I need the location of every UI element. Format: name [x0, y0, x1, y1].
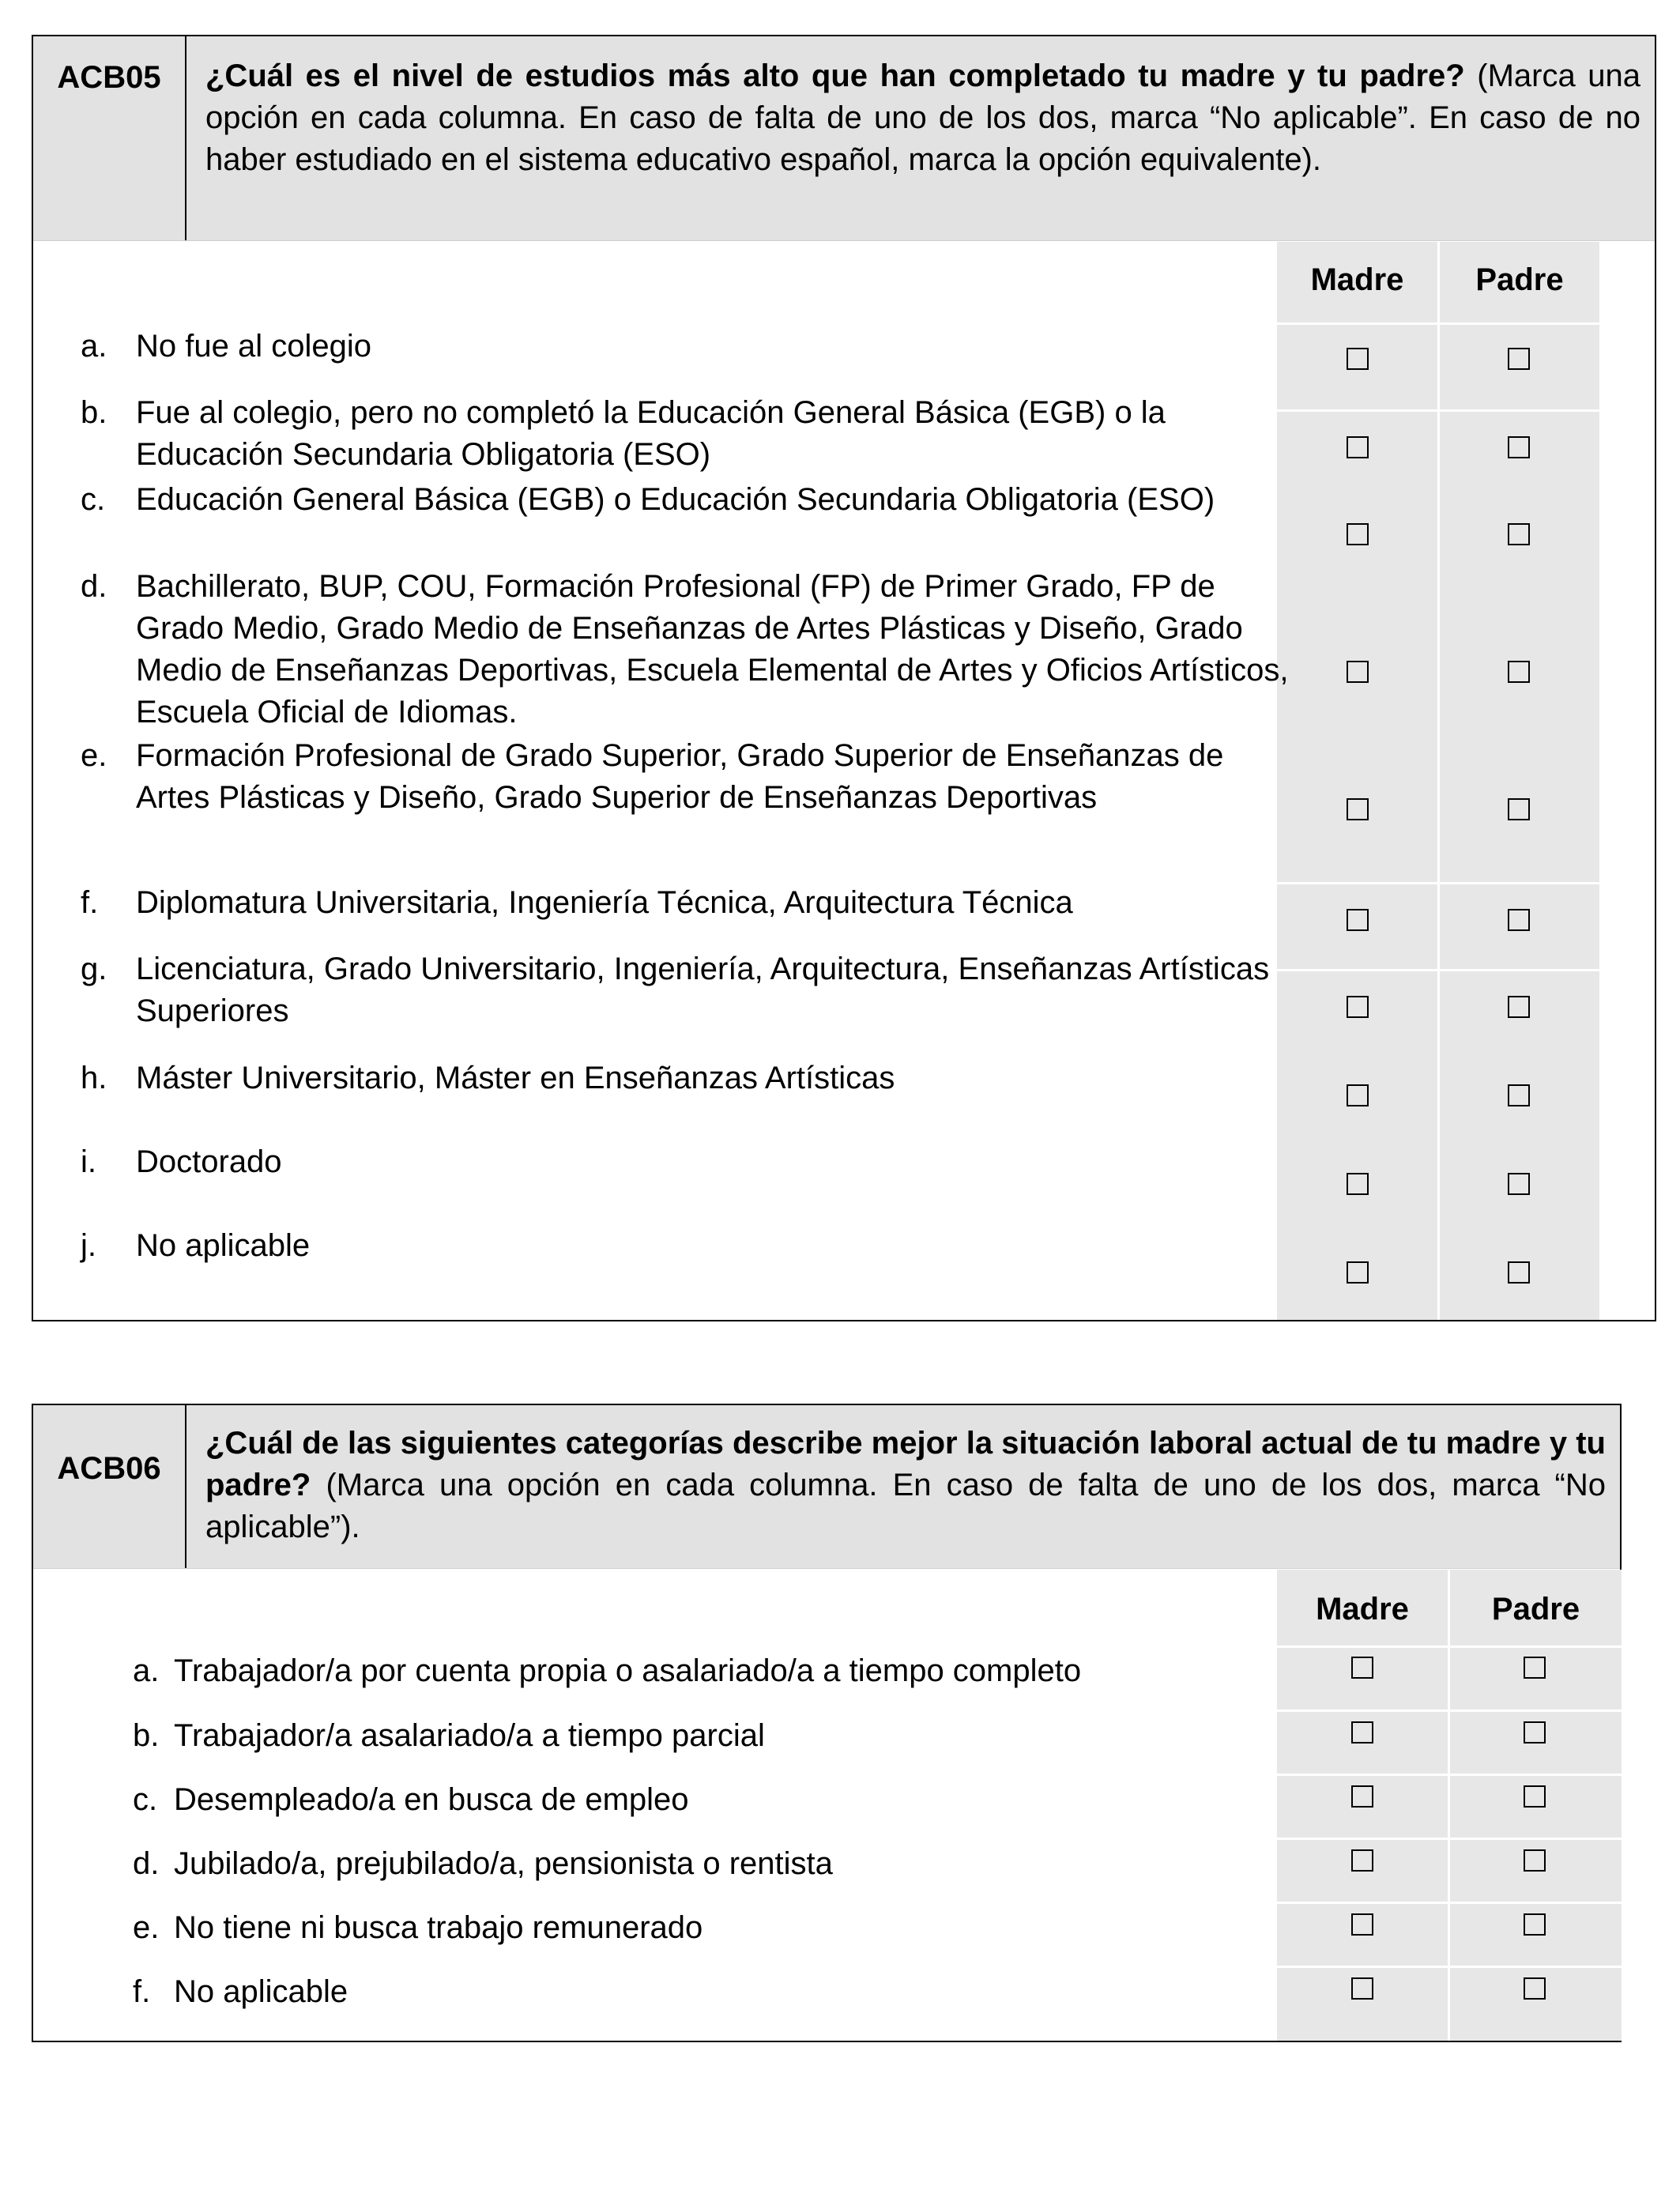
question-header: [33, 36, 1655, 241]
item-text: Bachillerato, BUP, COU, Formación Profesional (FP) de Primer Grado, FP de Grado Medio, Grado Medio de Enseñanzas de Artes Plásticas y Diseño, Grado Medio de Enseñanzas Deportivas, Escuela Elemental de Artes y Oficios Artísticos, Escuela Oficial de Idiomas.: [136, 569, 1289, 729]
row-separator: [1277, 1966, 1622, 1968]
item-text: No aplicable: [174, 1974, 348, 2009]
checkbox-madre[interactable]: [1347, 1084, 1369, 1106]
row-separator: [1277, 1838, 1622, 1840]
item-letter: d.: [133, 1846, 160, 1881]
question-instructions: (Marca una opción en cada columna. En caso de falta de uno de los dos, marca “No aplicable”. En caso de no haber estudiado en el sistema educativo español, marca la opción equivalente).: [205, 58, 1640, 177]
item-text: Desempleado/a en busca de empleo: [174, 1782, 689, 1817]
item-letter: h.: [81, 1061, 107, 1095]
checkbox-madre[interactable]: [1347, 909, 1369, 931]
item-text: Diplomatura Universitaria, Ingeniería Técnica, Arquitectura Técnica: [136, 885, 1073, 920]
row-separator: [1277, 409, 1599, 412]
item-text: Licenciatura, Grado Universitario, Ingeniería, Arquitectura, Enseñanzas Artísticas Superiores: [136, 952, 1270, 1028]
checkbox-padre[interactable]: [1508, 798, 1530, 820]
question-code: ACB05: [33, 36, 186, 240]
question-bold: ¿Cuál es el nivel de estudios más alto que han completado tu madre y tu padre?: [205, 58, 1465, 93]
item-letter: a.: [133, 1653, 160, 1688]
checkbox-madre[interactable]: [1347, 523, 1369, 545]
question-code: ACB06: [33, 1405, 186, 1568]
checkbox-madre[interactable]: [1351, 1849, 1373, 1872]
checkbox-madre[interactable]: [1347, 1261, 1369, 1284]
item-text: Doctorado: [136, 1144, 282, 1179]
item-text: No aplicable: [136, 1228, 311, 1263]
checkbox-padre[interactable]: [1508, 909, 1530, 931]
checkbox-padre[interactable]: [1524, 1721, 1546, 1744]
row-separator: [1277, 882, 1599, 884]
checkbox-madre[interactable]: [1351, 1657, 1373, 1679]
checkbox-padre[interactable]: [1508, 1173, 1530, 1195]
item-letter: d.: [81, 569, 107, 604]
question-acb05: [32, 35, 1656, 1321]
checkbox-madre[interactable]: [1347, 661, 1369, 683]
item-letter: c.: [81, 482, 106, 517]
checkbox-madre[interactable]: [1347, 996, 1369, 1018]
checkbox-padre[interactable]: [1508, 996, 1530, 1018]
checkbox-madre[interactable]: [1351, 1721, 1373, 1744]
item-letter: e.: [81, 738, 107, 773]
question-acb06: [32, 1404, 1622, 2042]
checkbox-madre[interactable]: [1351, 1785, 1373, 1808]
checkbox-padre[interactable]: [1508, 348, 1530, 370]
item-text: No fue al colegio: [136, 329, 371, 364]
question-header: [33, 1405, 1620, 1569]
item-text: Trabajador/a asalariado/a a tiempo parcial: [174, 1718, 765, 1753]
question-text: [205, 55, 1640, 181]
item-text: Jubilado/a, prejubilado/a, pensionista o rentista: [174, 1846, 833, 1881]
column-header-madre: Madre: [1310, 262, 1404, 297]
question-bold: ¿Cuál de las siguientes categorías describe mejor la situación laboral actual de tu madre y tu padre?: [205, 1426, 1606, 1502]
checkbox-padre[interactable]: [1524, 1785, 1546, 1808]
row-separator: [1277, 969, 1599, 971]
item-text: Educación General Básica (EGB) o Educación Secundaria Obligatoria (ESO): [136, 482, 1215, 517]
item-letter: b.: [133, 1718, 160, 1753]
item-text: Trabajador/a por cuenta propia o asalariado/a a tiempo completo: [174, 1653, 1082, 1688]
item-letter: c.: [133, 1782, 158, 1817]
item-text: No tiene ni busca trabajo remunerado: [174, 1910, 703, 1945]
checkbox-madre[interactable]: [1347, 798, 1369, 820]
checkbox-padre[interactable]: [1524, 1913, 1546, 1936]
row-separator: [1277, 322, 1599, 325]
checkbox-padre[interactable]: [1508, 661, 1530, 683]
item-text: Máster Universitario, Máster en Enseñanzas Artísticas: [136, 1061, 895, 1095]
item-letter: f.: [133, 1974, 151, 2009]
checkbox-padre[interactable]: [1508, 1261, 1530, 1284]
checkbox-madre[interactable]: [1347, 348, 1369, 370]
column-header-padre: Padre: [1475, 262, 1564, 297]
row-separator: [1277, 1710, 1622, 1712]
checkbox-padre[interactable]: [1524, 1977, 1546, 2000]
item-letter: a.: [81, 329, 107, 364]
row-separator: [1277, 1902, 1622, 1904]
checkbox-padre[interactable]: [1508, 1084, 1530, 1106]
row-separator: [1277, 1646, 1622, 1648]
item-letter: j.: [81, 1228, 96, 1263]
checkbox-padre[interactable]: [1524, 1657, 1546, 1679]
madre-column-bg: [1277, 242, 1437, 1320]
item-letter: e.: [133, 1910, 160, 1945]
item-letter: f.: [81, 885, 99, 920]
column-header-padre: Padre: [1491, 1592, 1580, 1627]
checkbox-padre[interactable]: [1524, 1849, 1546, 1872]
checkbox-padre[interactable]: [1508, 523, 1530, 545]
column-header-madre: Madre: [1316, 1592, 1409, 1627]
checkbox-madre[interactable]: [1347, 436, 1369, 458]
item-text: Formación Profesional de Grado Superior, Grado Superior de Enseñanzas de Artes Plásticas y Diseño, Grado Superior de Enseñanzas Deportivas: [136, 738, 1224, 815]
checkbox-madre[interactable]: [1351, 1977, 1373, 2000]
item-letter: i.: [81, 1144, 96, 1179]
item-letter: b.: [81, 395, 107, 430]
checkbox-madre[interactable]: [1347, 1173, 1369, 1195]
checkbox-madre[interactable]: [1351, 1913, 1373, 1936]
item-text: Fue al colegio, pero no completó la Educación General Básica (EGB) o la Educación Secundaria Obligatoria (ESO): [136, 395, 1166, 472]
padre-column-bg: [1440, 242, 1599, 1320]
checkbox-padre[interactable]: [1508, 436, 1530, 458]
question-instructions: (Marca una opción en cada columna. En caso de falta de uno de los dos, marca “No aplicable”).: [205, 1468, 1606, 1544]
question-text: [205, 1423, 1606, 1548]
item-letter: g.: [81, 952, 107, 986]
row-separator: [1277, 1774, 1622, 1776]
